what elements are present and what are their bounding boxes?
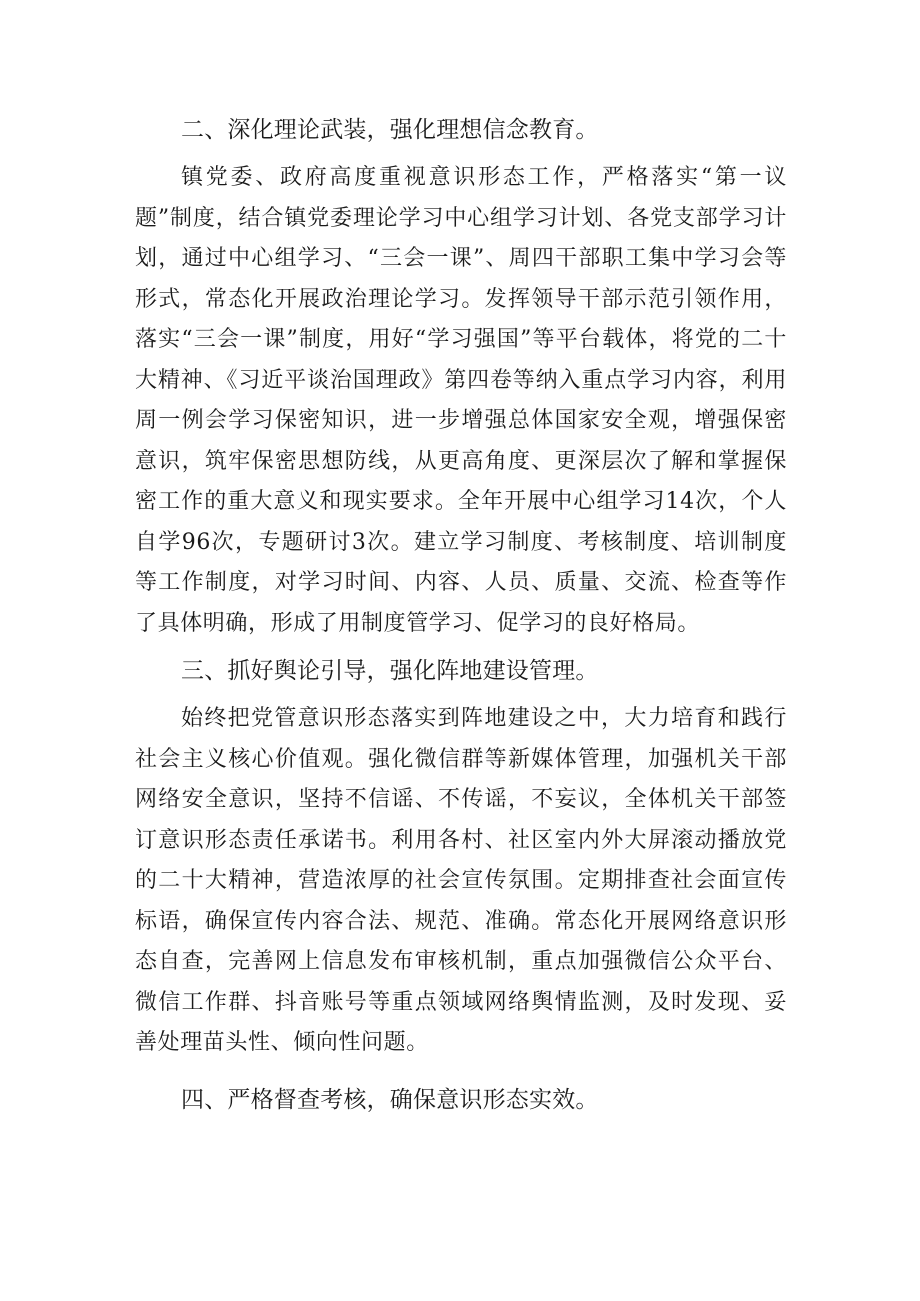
section-heading-2: 二、深化理论武装，强化理想信念教育。 bbox=[181, 117, 599, 143]
section-heading-4: 四、严格督查考核，确保意识形态实效。 bbox=[181, 1086, 599, 1113]
section-paragraph-3: 始终把党管意识形态落实到阵地建设之中，大力培育和践行社会主义核心价值观。强化微信群等新媒体管理，加强机关干部网络安全意识，坚持不信谣、不传谣，不妄议，全体机关干部签订意识形态责任承诺书。利用各村、社区室内外大屏滚动播放党的二十大精神，营造浓厚的社会宣传氛围。定期排查社会面宣传标语，确保宣传内容合法、规范、准确。常态化开展网络意识形态自查，完善网上信息发布审核机制，重点加强微信公众平台、微信工作群、抖音账号等重点领域网络舆情监测，及时发现、妥善处理苗头性、倾向性问题。 bbox=[135, 706, 787, 1055]
section-heading-3: 三、抓好舆论引导，强化阵地建设管理。 bbox=[181, 658, 599, 684]
document-body bbox=[135, 106, 787, 1124]
section-paragraph-2: 镇党委、政府高度重视意识形态工作，严格落实“第一议题”制度，结合镇党委理论学习中心组学习计划、各党支部学习计划，通过中心组学习、“三会一课”、周四干部职工集中学习会等形式，常态化开展政治理论学习。发挥领导干部示范引领作用，落实“三会一课”制度，用好“学习强国”等平台载体，将党的二十大精神、《习近平谈治国理政》第四卷等纳入重点学习内容，利用周一例会学习保密知识，进一步增强总体国家安全观，增强保密意识，筑牢保密思想防线，从更高角度、更深层次了解和掌握保密工作的重大意义和现实要求。全年开展中心组学习14次，个人自学96次，专题研讨3次。建立学习制度、考核制度、培训制度等工作制度，对学习时间、内容、人员、质量、交流、检查等作了具体明确，形成了用制度管学习、促学习的良好格局。 bbox=[135, 165, 787, 636]
